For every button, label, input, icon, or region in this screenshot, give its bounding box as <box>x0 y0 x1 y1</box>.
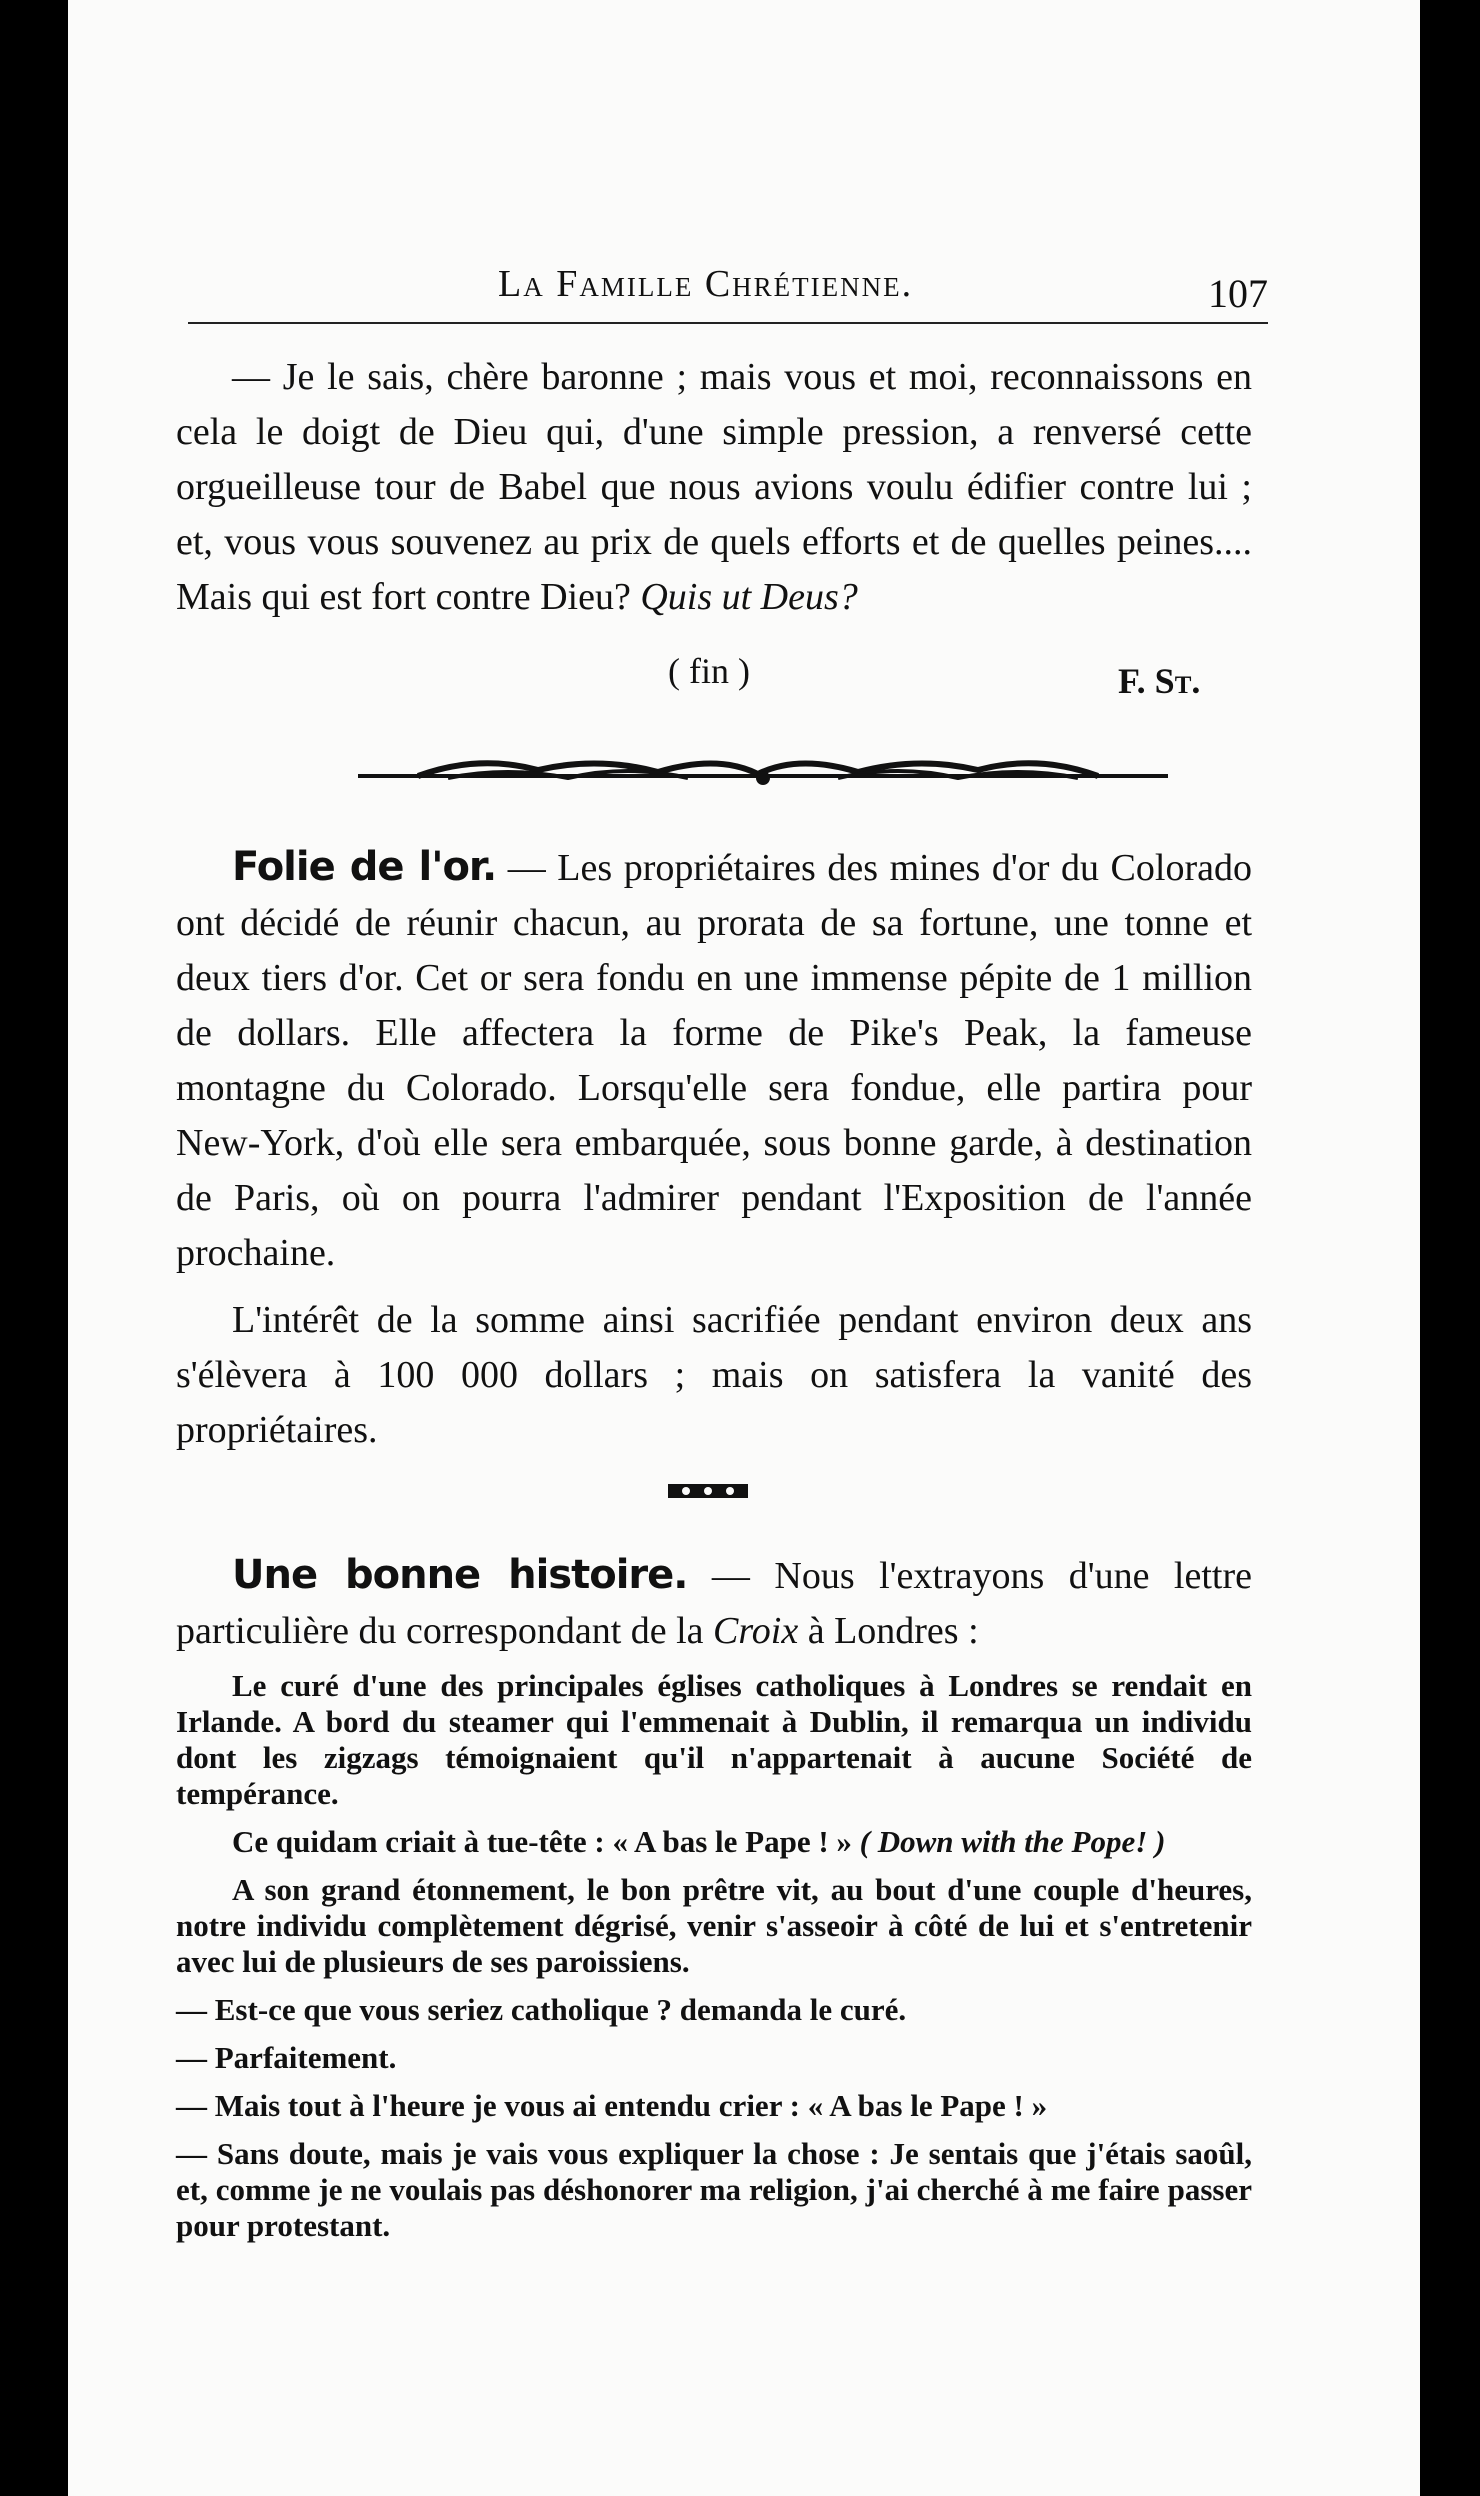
end-mark: ( fin ) <box>668 651 750 691</box>
newspaper-name: Croix <box>713 1610 799 1652</box>
latin-quote: Quis ut Deus? <box>640 576 858 618</box>
section-dialogue-ending <box>176 350 1252 625</box>
paragraph <box>176 1293 1252 1458</box>
paragraph-text: — Les propriétaires des mines d'or du Colorado ont décidé de réunir chacun, au prorata de sa fortune, une tonne et deux tiers d'or. Cet or sera fondu en une immense pépite de 1 million de dollars. Elle affectera la forme de Pike's Peak, la fameuse montagne du Colorado. Lorsqu'elle sera fondue, elle partira pour New-York, d'où elle sera embarquée, sous bonne garde, à destination de Paris, où on pourra l'admirer pendant l'Exposition de l'année prochaine. <box>176 847 1252 1274</box>
section-heading: Une bonne histoire. <box>232 1552 688 1598</box>
paragraph-text: — Je le sais, chère baronne ; mais vous et moi, reconnaissons en cela le doigt de Dieu qui, d'une simple pression, a renversé cette orgueilleuse tour de Babel que nous avions voulu édifier contre lui ; et, vous vous souvenez au prix de quels efforts et de quelles peines.... Mais qui est fort contre Dieu? <box>176 356 1252 618</box>
section-heading: Folie de l'or. <box>232 844 497 890</box>
letter-text: Ce quidam criait à tue-tête : « A bas le Pape ! » <box>232 1824 860 1859</box>
quoted-letter <box>176 1668 1252 2256</box>
letter-paragraph: A son grand étonnement, le bon prêtre vit, au bout d'une couple d'heures, notre individu complètement dégrisé, venir s'asseoir à côté de lui et s'entretenir avec lui de plusieurs de ses paroissiens. <box>176 1872 1252 1979</box>
paragraph <box>176 350 1252 625</box>
small-ornament <box>666 1478 750 1504</box>
section-une-bonne-histoire <box>176 1548 1252 1659</box>
section-folie-de-lor <box>176 840 1252 1458</box>
english-quote: ( Down with the Pope! ) <box>859 1824 1166 1859</box>
paragraph <box>176 1548 1252 1659</box>
page-number: 107 <box>1208 271 1268 316</box>
dialogue-line: — Est-ce que vous seriez catholique ? demanda le curé. <box>176 1992 907 2027</box>
running-header <box>68 262 1420 316</box>
running-title: La Famille Chrétienne. <box>498 263 914 305</box>
ornamental-divider <box>358 748 1168 792</box>
paragraph-text: L'intérêt de la somme ainsi sacrifiée pendant environ deux ans s'élèvera à 100 000 dollars ; mais on satisfera la vanité des propriétaires. <box>176 1299 1252 1451</box>
dialogue-line: — Mais tout à l'heure je vous ai entendu crier : « A bas le Pape ! » <box>176 2088 1048 2123</box>
dialogue-line: — Parfaitement. <box>176 2040 397 2075</box>
intro-text: à Londres : <box>798 1610 979 1652</box>
header-rule <box>188 322 1268 324</box>
signature: F. St. <box>1118 661 1201 701</box>
letter-paragraph: Le curé d'une des principales églises catholiques à Londres se rendait en Irlande. A bord du steamer qui l'emmenait à Dublin, il remarqua un individu dont les zigzags témoignaient qu'il n'appartenait à aucune Société de tempérance. <box>176 1668 1252 1811</box>
dialogue-line: — Sans doute, mais je vais vous expliquer la chose : Je sentais que j'étais saoûl, et, comme je ne voulais pas déshonorer ma religion, j'ai cherché à me faire passer pour protestant. <box>176 2136 1252 2243</box>
intro-text: — Nous l'extrayons d'une lettre particulière du correspondant de la <box>176 1555 1252 1652</box>
paragraph <box>176 840 1252 1281</box>
letter-paragraph <box>176 1824 1252 1860</box>
page <box>68 0 1420 2496</box>
